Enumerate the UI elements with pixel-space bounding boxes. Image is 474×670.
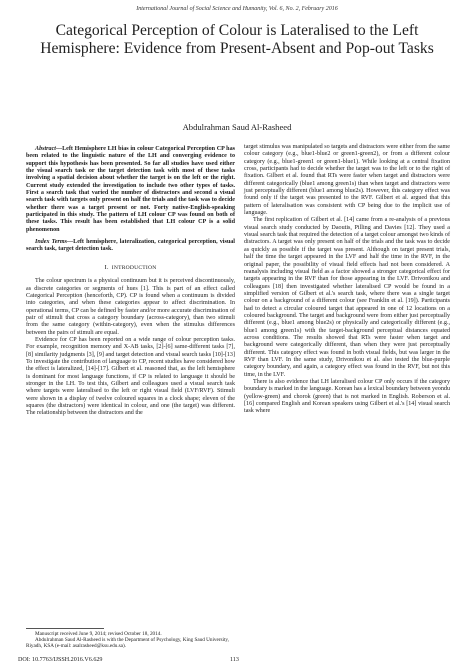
paper-title: Categorical Perception of Colour is Lateralised to the Left Hemisphere: Evidence from Present-Absent and Pop-out Tasks xyxy=(40,22,434,57)
section-title: INTRODUCTION xyxy=(111,264,157,271)
right-column xyxy=(244,144,450,416)
body-paragraph: There is also evidence that LH lateralised colour CP only occurs if the category boundary is marked in the language. Korean has a lexical boundary between yeondu (yellow-green) and chorok (green) that is not marked in English. Roberson et al. [16] compared English and Korean speakers using Gilbert et al.'s [14] visual search task where xyxy=(244,379,450,415)
section-number: I. xyxy=(104,263,109,271)
index-terms xyxy=(26,239,235,254)
left-column xyxy=(26,146,235,418)
intro-paragraph: The colour spectrum is a physical continuum but it is perceived discontinuously, as discrete categories or segments of hues [1]. This is part of an effect called Categorical Perception (henceforth, CP). CP is found when a continuum is divided into categories, and when these categories appear to affect discrimination. In operational terms, CP can be defined by faster and/or more accurate discrimination of pair of stimuli that cross a category boundary (across-category), than two stimuli from the same category (within-category), even when the stimulus differences between the pairs of stimuli are equal. xyxy=(26,278,235,336)
index-terms-text: —Left hemisphere, lateralization, categorical perception, visual search task, target detection task. xyxy=(26,239,235,253)
journal-header: International Journal of Social Science and Humanity, Vol. 6, No. 2, February 2016 xyxy=(136,6,338,12)
index-terms-label: Index Terms xyxy=(35,239,68,246)
footnote-received: Manuscript received June 9, 2014; revised October 18, 2014. xyxy=(35,631,162,637)
author-name: Abdulrahman Saud Al-Rasheed xyxy=(182,122,292,132)
body-paragraph: The first replication of Gilbert et al. [14] came from a re-analysis of a previous visual search study conducted by Daoutis, Pilling and Davies [12]. They used a visual search task that required the detection of a target colour amongst two kinds of distractors. A target was only present on half of the trials and the task was to decide as quickly as possible if the target was present. Although on target present trials, half the time the target appeared in the LVF and half the time in the RVF, in the original paper, the possibility of visual field effects had not been considered. A reanalysis including visual field as a factor showed a stronger categorical effect for targets appearing in the RVF than for those appearing in the LVF. Drivonikou and colleagues [18] then investigated whether lateralised CP would be found in a simplified version of Gilbert et al.'s search task, where there was a single target colour on a background of a different colour (see Franklin et al. [19]). Participants had to detect a circular coloured target that appeared in one of 12 locations on a coloured background. The target and background were from either just perceptually different (e.g., blue1 among blue2s) or physically and categorically different (e.g., blue1 among green1s) with the target-background perceptual distances equated across conditions. The results showed that RTs were faster when target and background were categorically different, than when they were just perceptually different. This category effect was found in both visual fields, but was larger in the RVF than LVF. In the same study, Drivonikou et al. also tested the blue-purple category boundary, and again, a category effect was found in the RVF, but not this time, in the LVF. xyxy=(244,217,450,378)
footnote xyxy=(26,631,235,650)
section-heading xyxy=(26,264,235,272)
body-paragraph: target stimulus was manipulated so targets and distractors were either from the same colour category (e.g., blue1-blue2 or green1-green2), or from a different colour category (e.g., blue1-green1 or green1-blue1). While looking at a central fixation cross, participants had to decide whether the target was to the left or to the right of fixation. Gilbert et al. found that RTs were faster when target and distractors were different categorically (blue1 among green1s) than when target and distractors were just perceptually different (blue1 among blue2s). However, this category effect was found only if the target was presented to the RVF. Gilbert et al. argued that this pattern of lateralisation was consistent with CP being due to the implicit use of language. xyxy=(244,144,450,217)
abstract-text: —Left Hemisphere LH bias in colour Categorical Perception CP has been related to the linguistic nature of the LH and converging evidence to support this hypothesis has been presented. So far all studies have used either the visual search task or the target detection task with most of these tasks involving a spatial decision about whether the target is on the left or the right. Current study extended the investigation to include two other types of tasks. First a search task that varied the number of distractors and second a visual search task with targets only present on half the trials and the task was to decide whether there was a target present or not. Forty native-English-speaking participated in this study. The pattern of LH colour CP was found on both of these tasks. This result has been established that LH colour CP is a solid phenomenon xyxy=(26,146,235,233)
abstract xyxy=(26,146,235,234)
footnote-affiliation: Abdulrahman Saud Al-Rasheed is with the Department of Psychology, King Saud University, Riyadh, KSA (e-mail: asalrasheed@ksu.edu.sa). xyxy=(26,637,229,650)
doi-footer: DOI: 10.7763/IJSSH.2016.V6.629 xyxy=(18,657,103,663)
abstract-label: Abstract xyxy=(35,146,56,152)
footnote-divider xyxy=(26,628,104,629)
intro-paragraph: Evidence for CP has been reported on a wide range of colour perception tasks. For example, recognition memory and X-AB tasks, [2]-[6] same-different tasks [7], [8] similarity judgments [3], [9] and target detection and visual search tasks [10]-[13] To investigate the contribution of language to CP, recent studies have considered how the effect is lateralized, [14]-[17]. Gilbert et al. reasoned that, as the left hemisphere is dominant for most language functions, if CP is related to language it should be stronger in the LH. To test this, Gilbert and colleagues used a visual search task where targets were lateralised to the left or right visual field (LVF/RVF). Stimuli were shown in a display of twelve coloured squares in a clock shape; eleven of the squares (the distractors) were identical in colour, and one (the target) was different. The relationship between the distractors and the xyxy=(26,336,235,417)
page-number: 113 xyxy=(230,657,239,663)
